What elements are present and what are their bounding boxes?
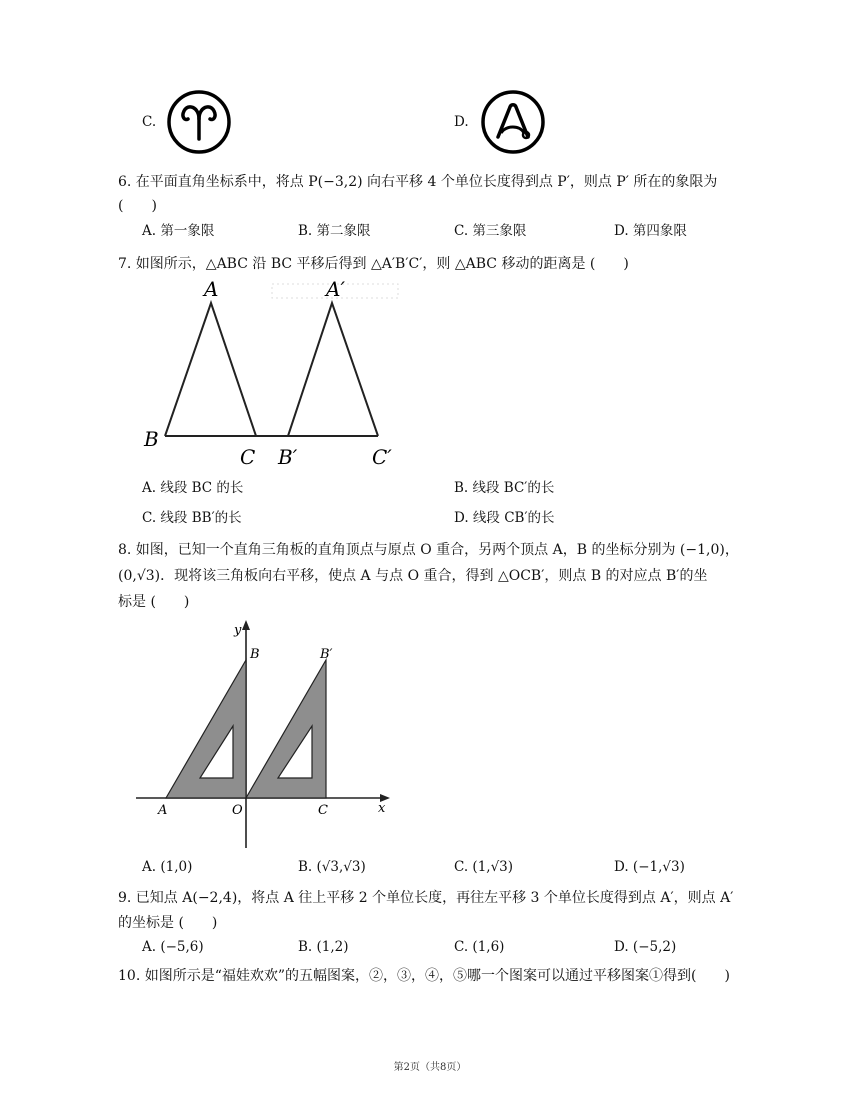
q6-option-a[interactable]: A. 第一象限: [142, 223, 215, 239]
q7-stem: 7. 如图所示，△ABC 沿 BC 平移后得到 △A′B′C′，则 △ABC 移动的距离是 ( ): [118, 256, 629, 272]
q7-option-c[interactable]: C. 线段 BB′的长: [142, 510, 242, 526]
q8-option-a[interactable]: A. (1,0): [142, 859, 193, 875]
q7-label-a: A: [204, 277, 219, 301]
q7-option-a[interactable]: A. 线段 BC 的长: [142, 480, 244, 496]
q8-label-x: x: [378, 801, 386, 816]
q7-label-c-prime: C′: [372, 445, 392, 469]
q8-label-c: C: [318, 803, 328, 818]
q7-option-d[interactable]: D. 线段 CB′的长: [454, 510, 555, 526]
q8-stem-line2: (0,√3)．现将该三角板向右平移，使点 A 与点 O 重合，得到 △OCB′，则点 B 的对应点 B′的坐: [118, 568, 708, 584]
q8-stem-line3: 标是 ( ): [118, 594, 190, 610]
q6-stem-line1: 6. 在平面直角坐标系中，将点 P(−3,2) 向右平移 4 个单位长度得到点 P′，则点 P′ 所在的象限为: [118, 174, 718, 190]
q6-option-b[interactable]: B. 第二象限: [298, 223, 371, 239]
q6-option-c[interactable]: C. 第三象限: [454, 223, 527, 239]
q8-coordinate-figure: [130, 616, 396, 852]
q9-option-b[interactable]: B. (1,2): [298, 939, 349, 955]
q6-option-d[interactable]: D. 第四象限: [614, 223, 687, 239]
q9-option-a[interactable]: A. (−5,6): [142, 939, 204, 955]
page-footer: 第2页（共8页）: [393, 1062, 467, 1073]
q10-stem: 10. 如图所示是“福娃欢欢”的五幅图案，②，③，④，⑤哪一个图案可以通过平移图案①得到( ): [118, 968, 730, 984]
q7-triangle-figure: [138, 276, 414, 472]
q9-option-d[interactable]: D. (−5,2): [614, 939, 677, 955]
q7-label-a-prime: A′: [326, 277, 345, 301]
q8-label-b-prime: B′: [320, 647, 333, 662]
q7-label-c: C: [240, 445, 256, 469]
q8-option-d[interactable]: D. (−1,√3): [614, 859, 685, 875]
q9-stem-line2: 的坐标是 ( ): [118, 915, 218, 931]
q6-stem-line2: ( ): [118, 198, 157, 214]
q8-label-a: A: [158, 803, 168, 818]
q7-label-b-prime: B′: [278, 445, 298, 469]
q8-label-b: B: [250, 647, 260, 662]
q8-option-c[interactable]: C. (1,√3): [454, 859, 514, 875]
q7-label-b: B: [144, 427, 159, 451]
q8-label-o: O: [232, 803, 243, 818]
q8-label-y: y: [234, 623, 242, 638]
q5-option-c-label: C.: [142, 114, 157, 130]
q9-option-c[interactable]: C. (1,6): [454, 939, 505, 955]
aries-symbol-circle-icon: [166, 89, 232, 155]
q5-option-d-label: D.: [454, 114, 469, 130]
q7-option-b[interactable]: B. 线段 BC′的长: [454, 480, 555, 496]
q9-stem-line1: 9. 已知点 A(−2,4)，将点 A 往上平移 2 个单位长度，再往左平移 3 个单位长度得到点 A′，则点 A′: [118, 890, 734, 906]
letter-a-loop-circle-icon: [480, 89, 546, 155]
q8-stem-line1: 8. 如图，已知一个直角三角板的直角顶点与原点 O 重合，另两个顶点 A，B 的坐标分别为 (−1,0)，: [118, 542, 739, 558]
q8-option-b[interactable]: B. (√3,√3): [298, 859, 366, 875]
